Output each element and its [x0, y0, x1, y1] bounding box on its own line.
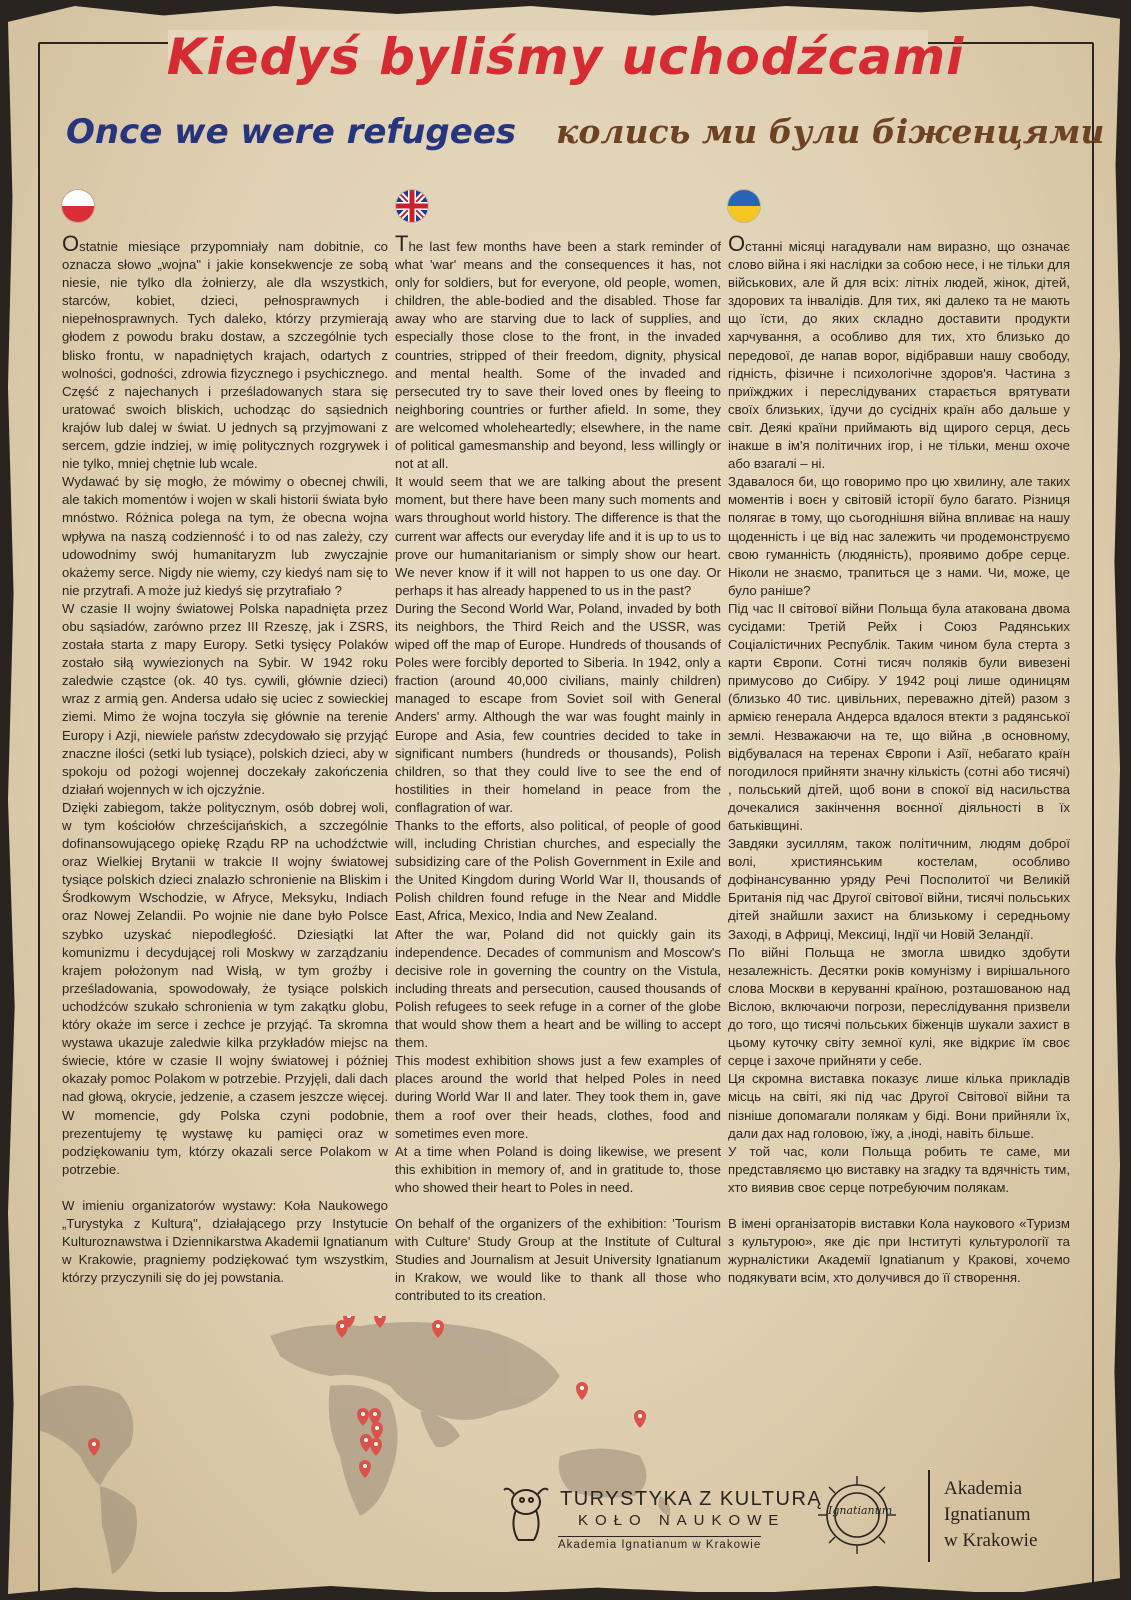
- pl-paragraph: Ostatnie miesiące przypomniały nam dobitnie, co oznacza słowo „wojna" i jakie konsekwencje ze sobą niesie, nie tylko dla żołnierzy, ale dla wszystkich, starców, kobiet, dzieci, pełnosprawnych i niepełnosprawnych. Tych daleko, którzy przymierają głodem z powodu braku dostaw, a szczególnie tych blisko frontu, w napadniętych krajach, odartych z wolności, godności, zdrowia fizycznego i psychicznego. Część z najechanych i prześladowanych stara się uratować swoich bliskich, uchodząc do sąsiednich krajów lub dalej w świat. U jednych są przyjmowani z sercem, gdzie indziej, w imię politycznych rozgrywek i nie tylko, mniej chętnie lub wcale.: [62, 231, 388, 472]
- ua-paragraph: Останні місяці нагадували нам виразно, що означає слово війна і які наслідки за собою несе, і не тільки для військових, але й для всіх: літніх людей, жінок, дітей, здорових та інвалідів. Для тих, які далеко та не мають що їсти, до яких складно доставити продукти харчування, а особливо для тих, хто близько до передової, де напав ворог, відібравши нашу свободу, гідність, фізичне і психологічне здоров'я. Частина з приїжджих і переслідуваних старається врятувати своїх близьких, їдучи до сусідніх країн або дальше у світ. Деякі країни приймають від щирого серця, десь інакше в ім'я політичних ігор, і не тільки, менш охоче або взагалі – ні.: [728, 231, 1070, 472]
- ua-paragraph: По війні Польща не змогла швидко здобути незалежність. Десятки років комунізму і вирішального слова Москви в керуванні країною, розташованою над Віслою, включаючи погрози, переслідування призвели до того, що тисячі польських біженців шукали захист в цьому куточку світу земної кулі, яке відкриє їм своє серце і захоче прийняти у себе.: [728, 944, 1070, 1069]
- akademia-line: Akademia: [944, 1478, 1023, 1499]
- tourism-with-culture-logo-icon: [500, 1482, 552, 1546]
- title-english: Once we were refugees: [66, 112, 517, 152]
- akademia-line: w Krakowie: [944, 1530, 1038, 1551]
- ukraine-flag-icon: [728, 190, 760, 222]
- logo-bar: [500, 1466, 1080, 1566]
- en-paragraph: After the war, Poland did not quickly gain its independence. Decades of communism and Moscow's decisive role in governing the country on the Vistula, including threats and persecution, caused thousands of Polish refugees to seek refuge in a corner of the globe that would show them a heart and be willing to accept them.: [395, 926, 721, 1051]
- ua-paragraph: Здавалося би, що говоримо про цю хвилину, але таких моментів і воєн у світовій історії було багато. Різниця полягає в тому, що сьогоднішня війна впливає на нашу щоденність і це від нас залежить чи продемонструємо свою гуманність (людяність), проявимо добре серце. Ніколи не знаємо, трапиться це з нами. Чи, може, це було раніше?: [728, 474, 1070, 598]
- title-polish: Kiedyś byliśmy uchodźcami: [166, 28, 965, 86]
- pl-closing: W imieniu organizatorów wystawy: Koła Naukowego „Turystyka z Kulturą", działającego przy Instytucie Kulturoznawstwa i Dziennikarstwa Akademii Ignatianum w Krakowie, pragniemy podziękować tym wszystkim, którzy przyczynili się do jej powstania.: [62, 1197, 388, 1286]
- uk-flag-icon: [396, 190, 428, 222]
- en-paragraph: The last few months have been a stark reminder of what 'war' means and the consequences it has, not only for soldiers, but for everyone, old people, women, children, the able-bodied and the disabled. Those far away who are starving due to lack of supplies, and especially those close to the front, in the invaded countries, stripped of their freedom, dignity, physical and mental health. Some of the invaded and persecuted try to save their loved ones by fleeing to neighboring countries or further afield. In some, they are welcomed wholeheartedly; elsewhere, in the name of political gamesmanship and beyond, less willingly or not at all.: [395, 231, 721, 472]
- tzk-name: TURYSTYKA Z KULTURĄ: [560, 1488, 823, 1510]
- ua-paragraph: Завдяки зусиллям, також політичним, людям доброї волі, християнським костелам, особливо дофінансуванню уряду Речі Посполитої чи Великій Британія під час Другої світової війни, тисячі польських дітей знайшли захист на близькому і середньому Заході, в Африці, Мексиці, Індії чи Новій Зеландії.: [728, 836, 1070, 942]
- pl-paragraph: Wydawać by się mogło, że mówimy o obecnej chwili, ale takich momentów i wojen w skali historii świata było mnóstwo. Różnica polega na tym, że obecna wojna wpływa na naszą codzienność i to od nas zależy, czy udowodnimy swój humanitaryzm lub zwyczajnie okażemy serce. Nigdy nie wiemy, czy kiedyś nam się to nie przytrafi. A może już kiedyś się przytrafiało ?: [62, 474, 388, 598]
- en-paragraph: It would seem that we are talking about the present moment, but there have been many such moments and wars throughout world history. The difference is that the current war affects our everyday life and it is up to us to prove our humanitarianism or simply show our heart. We never know if it will not happen to us one day. Or perhaps it has already happened to us in the past?: [395, 474, 721, 598]
- akademia-line: Ignatianum: [944, 1504, 1031, 1525]
- en-paragraph: Thanks to the efforts, also political, of people of good will, including Christian churches, and especially the subsidizing care of the Polish Government in Exile and the United Kingdom during World War II, thousands of Polish children found refuge in the Near and Middle East, Africa, Mexico, India and New Zealand.: [395, 818, 721, 924]
- column-english: [395, 231, 721, 1305]
- column-ukrainian: [728, 231, 1070, 1287]
- en-paragraph: During the Second World War, Poland, invaded by both its neighbors, the Third Reich and the USSR, was wiped off the map of Europe. Hundreds of thousands of Poles were forcibly deported to Siberia. In 1942, only a fraction (around 40,000 civilians, mainly children) managed to escape from Soviet soil with General Anders' army. Although the war was fought mainly in Europe and Asia, few countries decided to take in significant numbers (hundreds or thousands), Polish children, so that they could live to see the end of hostilities in their homeland in peace from the conflagration of war.: [395, 600, 721, 815]
- column-polish: [62, 231, 388, 1287]
- en-paragraph: At a time when Poland is doing likewise, we present this exhibition in memory of, and in gratitude to, those who showed their heart to Poles in need.: [395, 1143, 721, 1195]
- poland-flag-icon: [62, 190, 94, 222]
- title-ukrainian: колись ми були біженцями: [556, 112, 1105, 151]
- ua-closing: В імені організаторів виставки Кола наукового «Туризм з культурою», яке діє при Інституті культурології та журналістики Академії Ignatianum у Кракові, хочемо подякувати всім, хто долучився до її створення.: [728, 1215, 1070, 1286]
- map-pin-marker: [576, 1382, 588, 1400]
- pl-paragraph: W czasie II wojny światowej Polska napadnięta przez obu sąsiadów, zarówno przez III Rzeszę, jak i ZSRS, została starta z mapy Europy. Setki tysięcy Polaków zostało siłą wywiezionych na Sybir. W 1942 roku zaledwie cząstce (ok. 40 tys. cywili, głównie dzieci) wraz z armią gen. Andersa udało się uciec z sowieckiej ziemi. Mimo że wojna toczyła się głównie na terenie Europy i Azji, niewiele państw zdecydowało się przyjąć znaczne ilości (setki lub tysiące), polskich dzieci, aby w spokoju od pożogi wojennej doczekały zakończenia działań wojennych w ich ojczyźnie.: [62, 600, 388, 797]
- en-closing: On behalf of the organizers of the exhibition: 'Tourism with Culture' Study Group at the Institute of Cultural Studies and Journalism at Jesuit University Ignatianum in Krakow, we would like to thank all those who contributed to its creation.: [395, 1215, 721, 1304]
- seal-text: Ignatianum: [828, 1504, 893, 1517]
- tzk-subtitle: KOŁO NAUKOWE: [578, 1512, 786, 1529]
- map-pin-marker: [634, 1410, 646, 1428]
- en-paragraph: This modest exhibition shows just a few examples of places around the world that helped Poles in need during World War II and later. They took them in, gave them a roof over their heads, clothes, food and sometimes even more.: [395, 1053, 721, 1141]
- ua-paragraph: У той час, коли Польща робить те саме, ми представляємо цю виставку на згадку та вдячність тим, хто виявив своє серце потребуючим полякам.: [728, 1143, 1070, 1195]
- akademia-ignatianum-logo: [944, 1476, 1037, 1554]
- ua-paragraph: Ця скромна виставка показує лише кілька прикладів місць на світі, які під час Другої Світової війни та пізніше допомагали полякам у біді. Вони прийняли їх, дали дах над головою, їжу, а ,іноді, навіть більше.: [728, 1071, 1070, 1141]
- tzk-institution: Akademia Ignatianum w Krakowie: [558, 1536, 761, 1551]
- ua-paragraph: Під час II світової війни Польща була атакована двома сусідами: Третій Рейх і Союз Радянських Соціалістичних Республік. Таким чином була стерта з карти Європи. Сотні тисяч поляків були вивезені примусово до Сибіру. У 1942 році лише одиницям (близько 40 тис. цивільних, переважно дітей) разом з армією генерала Андерса вдалося втекти з радянської землі. Незважаючи на те, що війна ,в основному, відбувалася на теренах Європи і Азії, небагато країн погодилося прийняти значну кількість (сотні або тисячі) , польський дітей, щоб вони в спокої від насильства дочекалися закінчення воєнної діяльності в їх батьківщині.: [728, 600, 1070, 833]
- logo-divider: [928, 1470, 930, 1562]
- pl-paragraph: Dzięki zabiegom, także politycznym, osób dobrej woli, w tym kościołów chrześcijańskich, a szczególnie dofinansowującego opiekę Rządu RP na uchodźctwie oraz Wielkiej Brytanii w trakcie II wojny światowej tysiące polskich dzieci znalazło schronienie na Bliskim i Środkowym Wschodzie, w Afryce, Meksyku, Indiach oraz Nowej Zelandii. Po wojnie nie dane było Polsce szybko uzyskać niepodległość. Dziesiątki lat komunizmu i decydującej roli Moskwy w zarządzaniu krajem położonym nad Wisłą, w tym groźby i prześladowania, spowodowały, że tysiące polskich uchodźców szukało schronienia w tym zakątku globu, który okaże im serce i zechce je przyjąć. Ta skromna wystawa ukazuje zaledwie kilka przykładów miejsc na świecie, które w czasie II wojny światowej i później okazały pomoc Polakom w potrzebie. Przyjęli, dali dach nad głową, okrycie, jedzenie, a czasem jeszcze więcej. W momencie, gdy Polska czyni podobnie, prezentujemy tę wystawę ku pamięci oraz w podziękowaniu tym, którzy okazali serce Polakom w potrzebie.: [62, 799, 388, 1177]
